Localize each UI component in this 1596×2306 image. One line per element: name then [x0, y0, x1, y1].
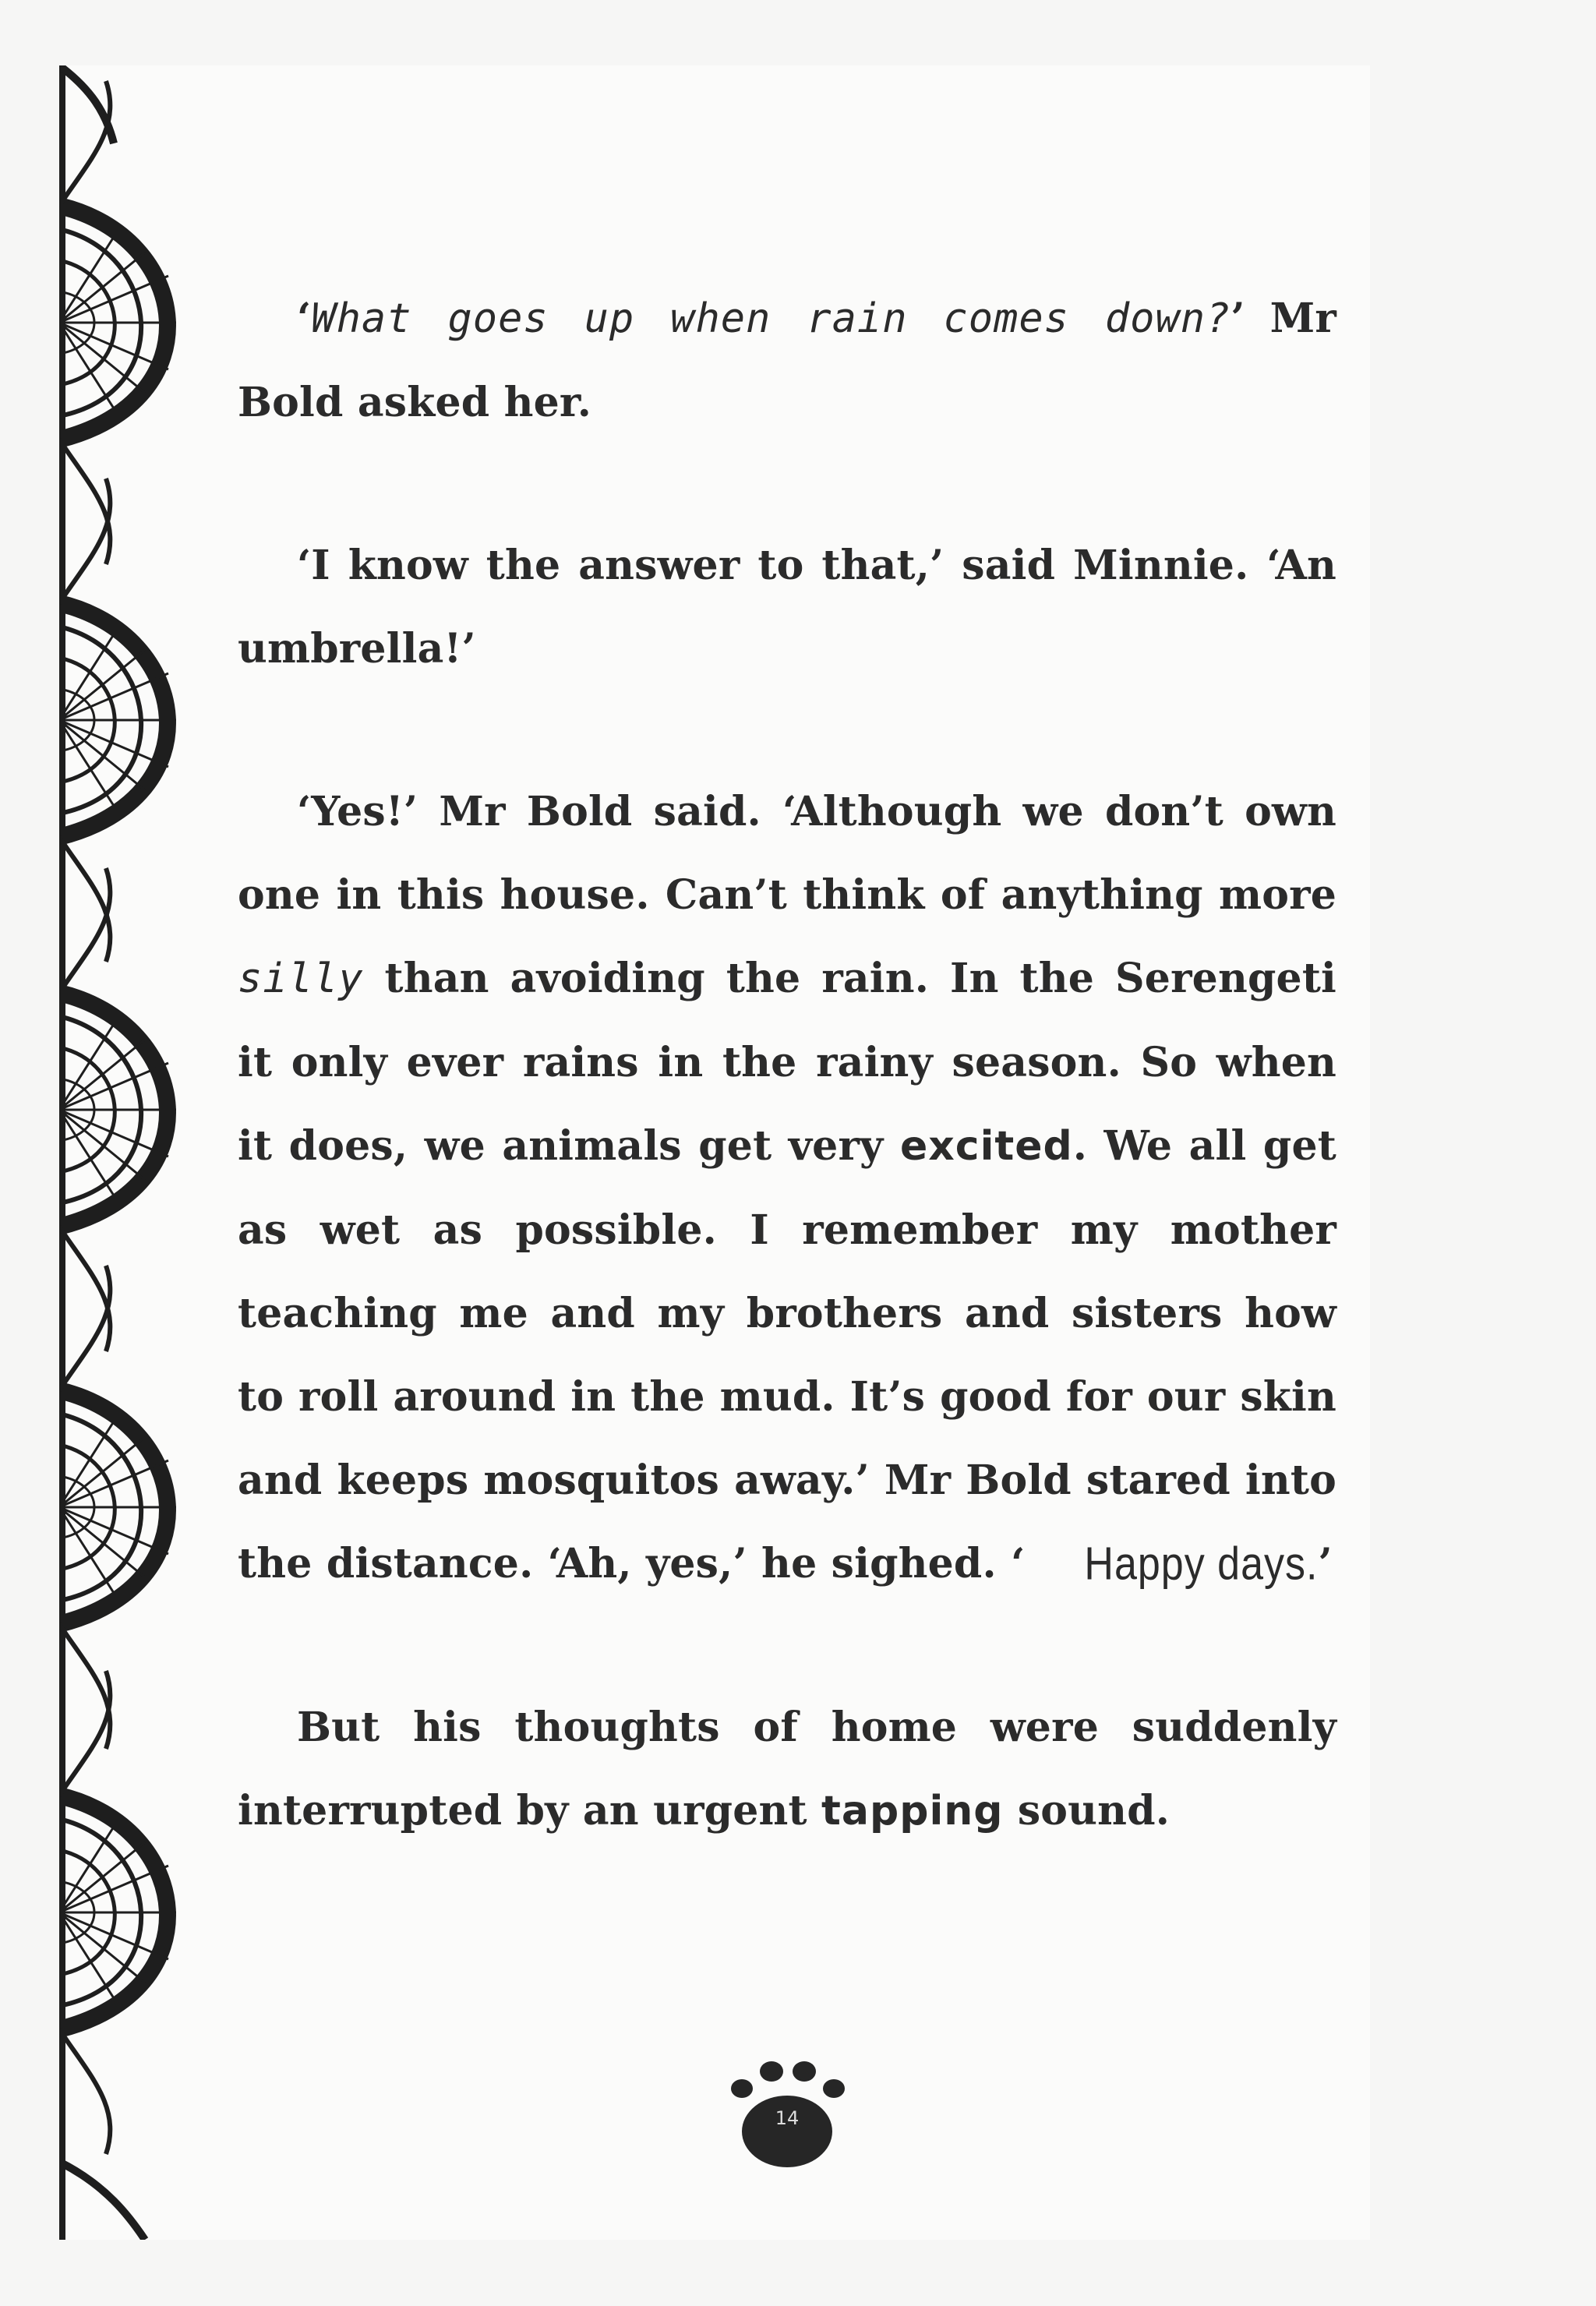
text-run: sound.	[1003, 1787, 1171, 1835]
text-run: ‘Yes!’ Mr Bold said. ‘Although we don’t own one in this house. Can’t think of anything more	[238, 788, 1336, 919]
story-text	[238, 277, 1336, 1933]
paragraph	[238, 770, 1336, 1606]
page-number: 14	[775, 2107, 800, 2129]
stylized-word: excited	[899, 1123, 1073, 1170]
text-run: ’ Mr Bold asked her.	[238, 295, 1336, 426]
paw-print-icon	[725, 2057, 849, 2174]
paragraph	[238, 524, 1336, 690]
text-run: than avoiding the rain. In the Serengeti it only ever rains in the rainy season. So when it does, we animals get very	[238, 955, 1336, 1170]
stylized-word: What goes up when rain comes down?	[311, 295, 1231, 342]
stylized-word: tapping	[821, 1788, 1004, 1835]
stylized-word: silly	[238, 955, 364, 1002]
paragraph	[238, 277, 1336, 444]
text-run: . We all get as wet as possible. I remember my mother teaching me and my brothers and sisters how to roll around in the mud. It’s good for our skin and keeps mosquitos away.’ Mr Bold stared into the distance. ‘Ah, yes,’ he sighed. ‘	[238, 1122, 1336, 1587]
text-run: ‘	[297, 295, 312, 342]
text-run: But his thoughts of home were suddenly interrupted by an urgent	[238, 1704, 1336, 1835]
paragraph	[238, 1686, 1336, 1853]
lace-border-ornament	[59, 65, 231, 2240]
text-run: ‘I know the answer to that,’ said Minnie. ‘An umbrella!’	[238, 542, 1336, 673]
text-run: ’	[1318, 1540, 1333, 1587]
stylized-word: Happy days.	[1084, 1538, 1319, 1591]
